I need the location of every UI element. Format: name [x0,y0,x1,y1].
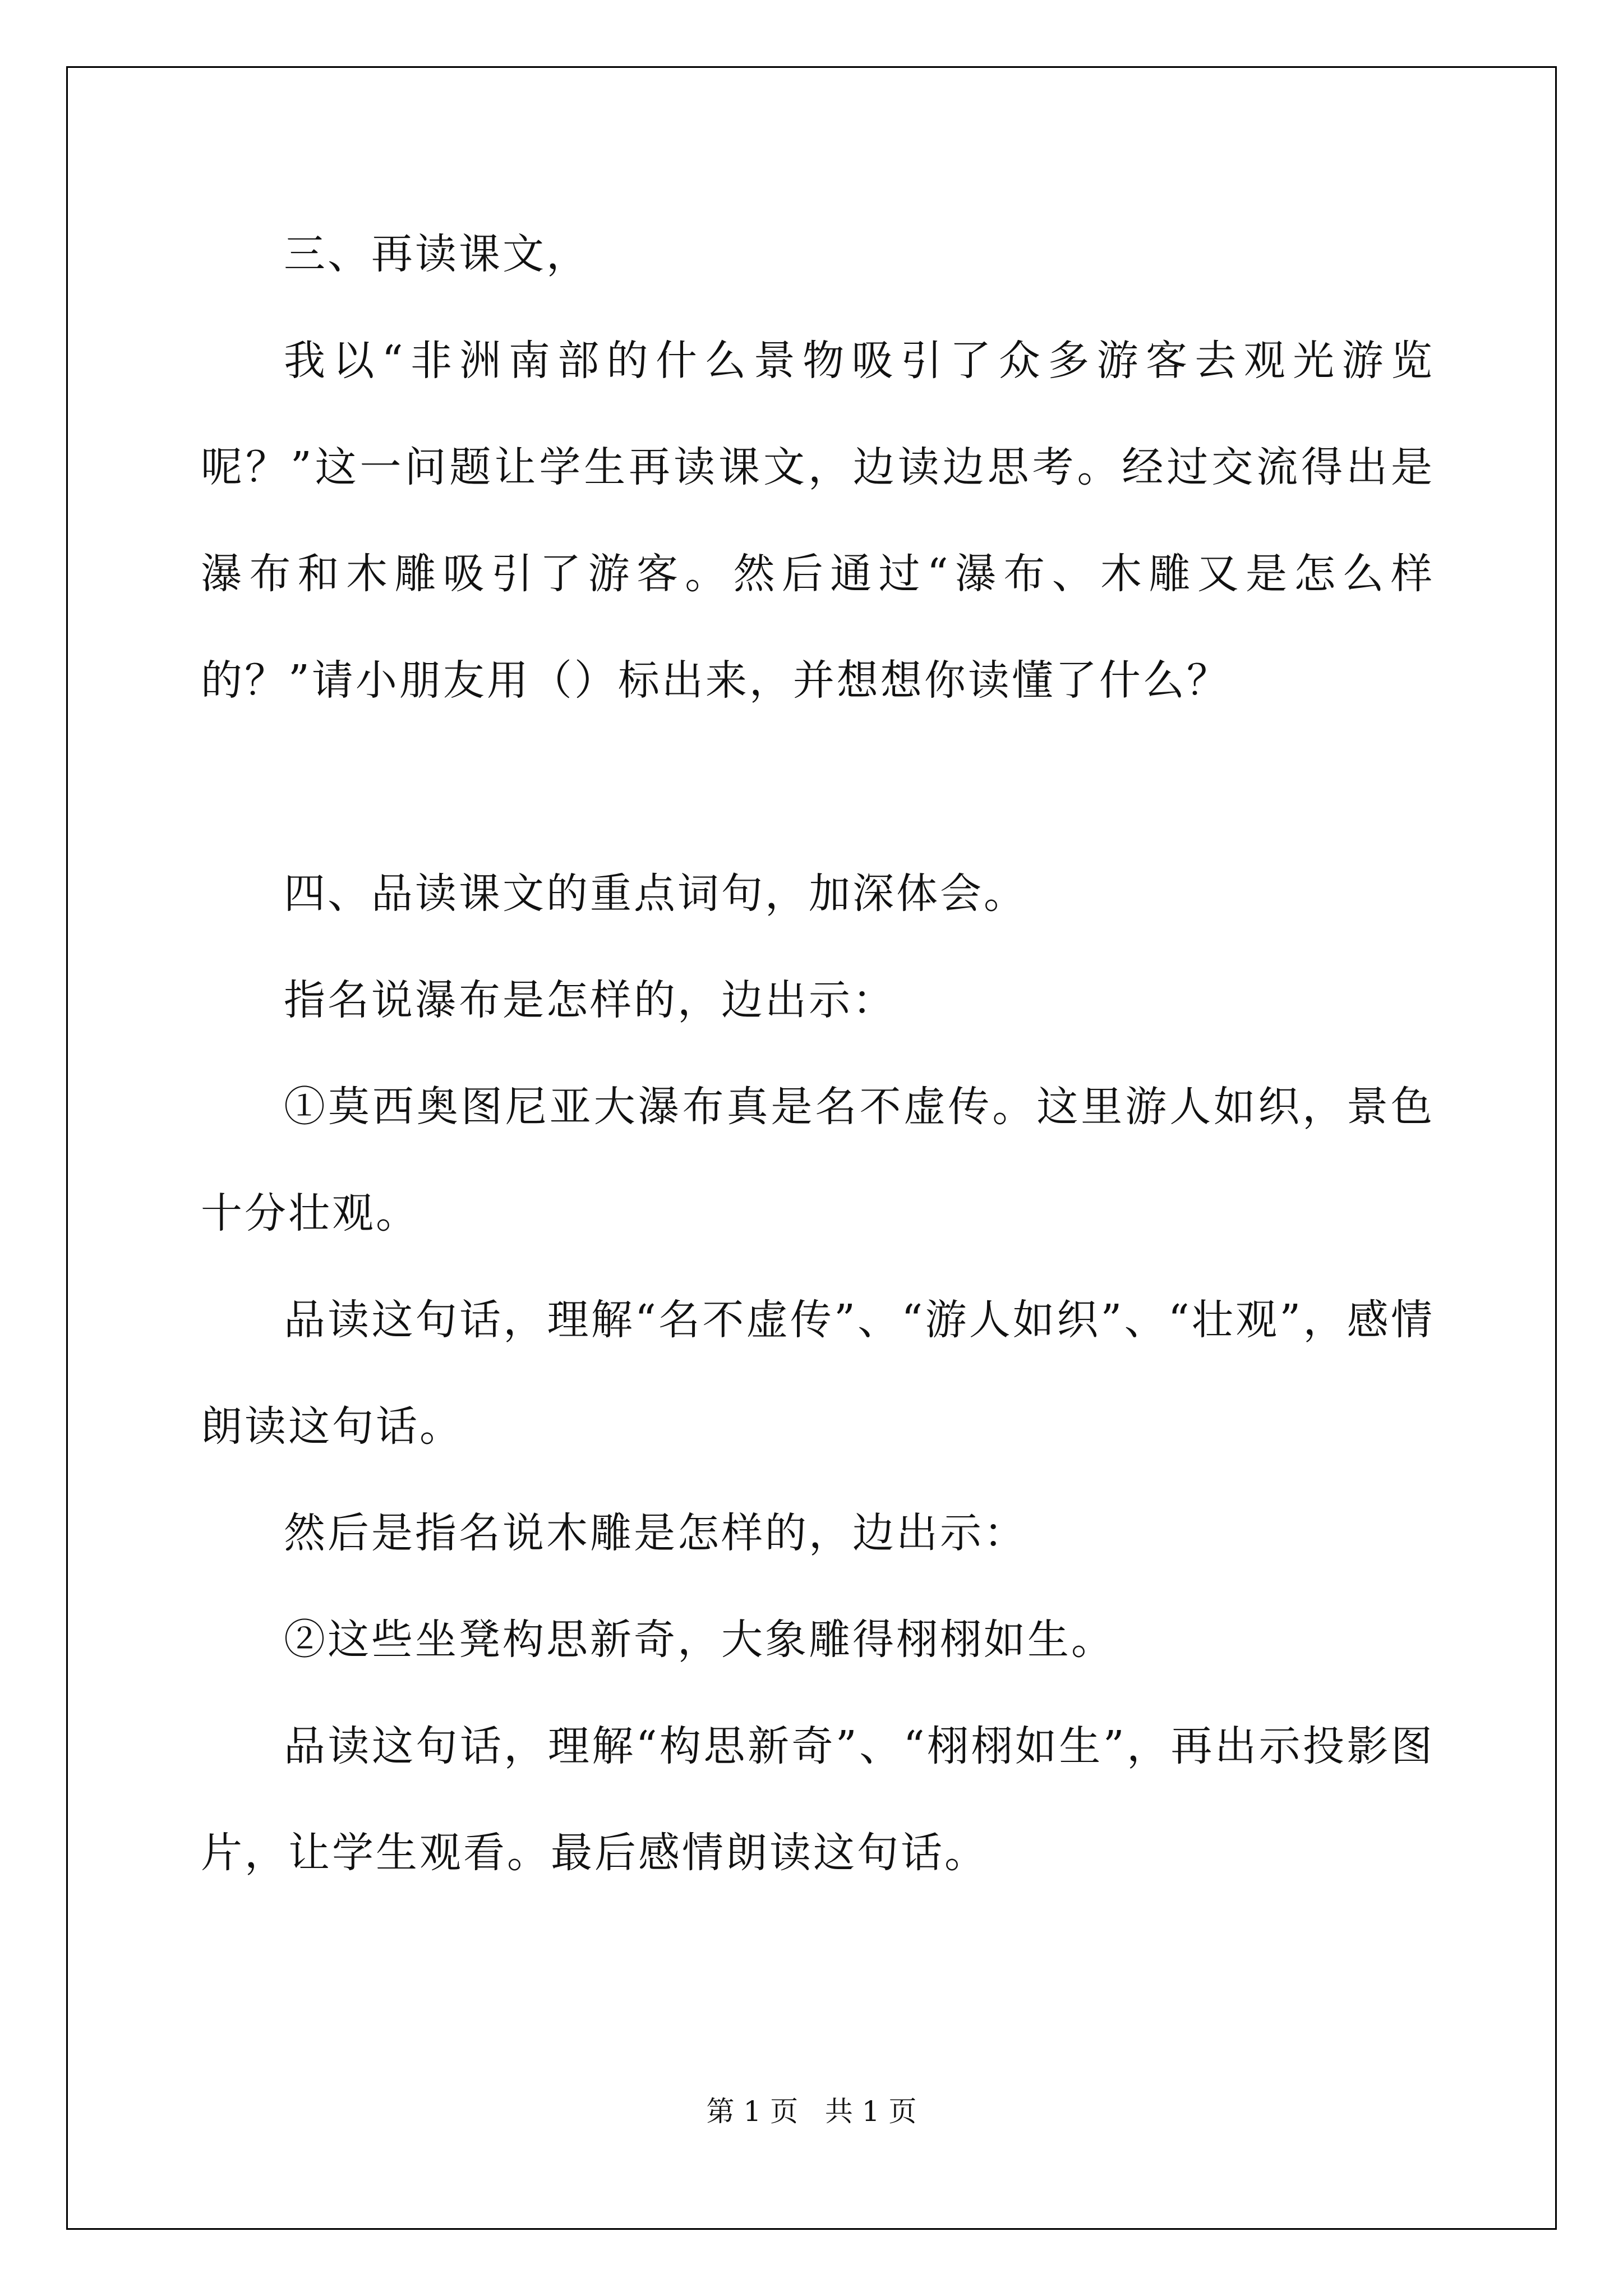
paragraph-waterfall-intro: 指名说瀑布是怎样的，边出示： [284,976,896,1024]
paragraph-reread-question: 我以“非洲南部的什么景物吸引了众多游客去观光游览呢？”这一问题让学生再读课文，边读边思考。经过交流得出是瀑布和木雕吸引了游客。然后通过“瀑布、木雕又是怎么样的？”请小朋友用（）标出来，并想想你读懂了什么？ [201,337,1435,705]
paragraph-woodcarving-sentence: ②这些坐凳构思新奇，大象雕得栩栩如生。 [284,1616,1115,1664]
paragraph-section-three-heading: 三、再读课文， [284,230,590,278]
document-body [201,201,1435,1906]
paragraph-woodcarving-reading: 品读这句话，理解“构思新奇”、“栩栩如生”，再出示投影图片，让学生观看。最后感情朗读这句话。 [201,1722,1435,1877]
paragraph-section-four-heading: 四、品读课文的重点词句，加深体会。 [284,869,1027,918]
paragraph-waterfall-sentence: ①莫西奥图尼亚大瀑布真是名不虚传。这里游人如织，景色十分壮观。 [201,1083,1435,1237]
paragraph-spacer [201,734,1435,840]
paragraph-woodcarving-intro: 然后是指名说木雕是怎样的，边出示： [284,1509,1027,1557]
page-footer: 第 1 页 共 1 页 [706,2095,917,2128]
paragraph-waterfall-reading: 品读这句话，理解“名不虚传”、“游人如织”、“壮观”，感情朗读这句话。 [201,1296,1435,1451]
